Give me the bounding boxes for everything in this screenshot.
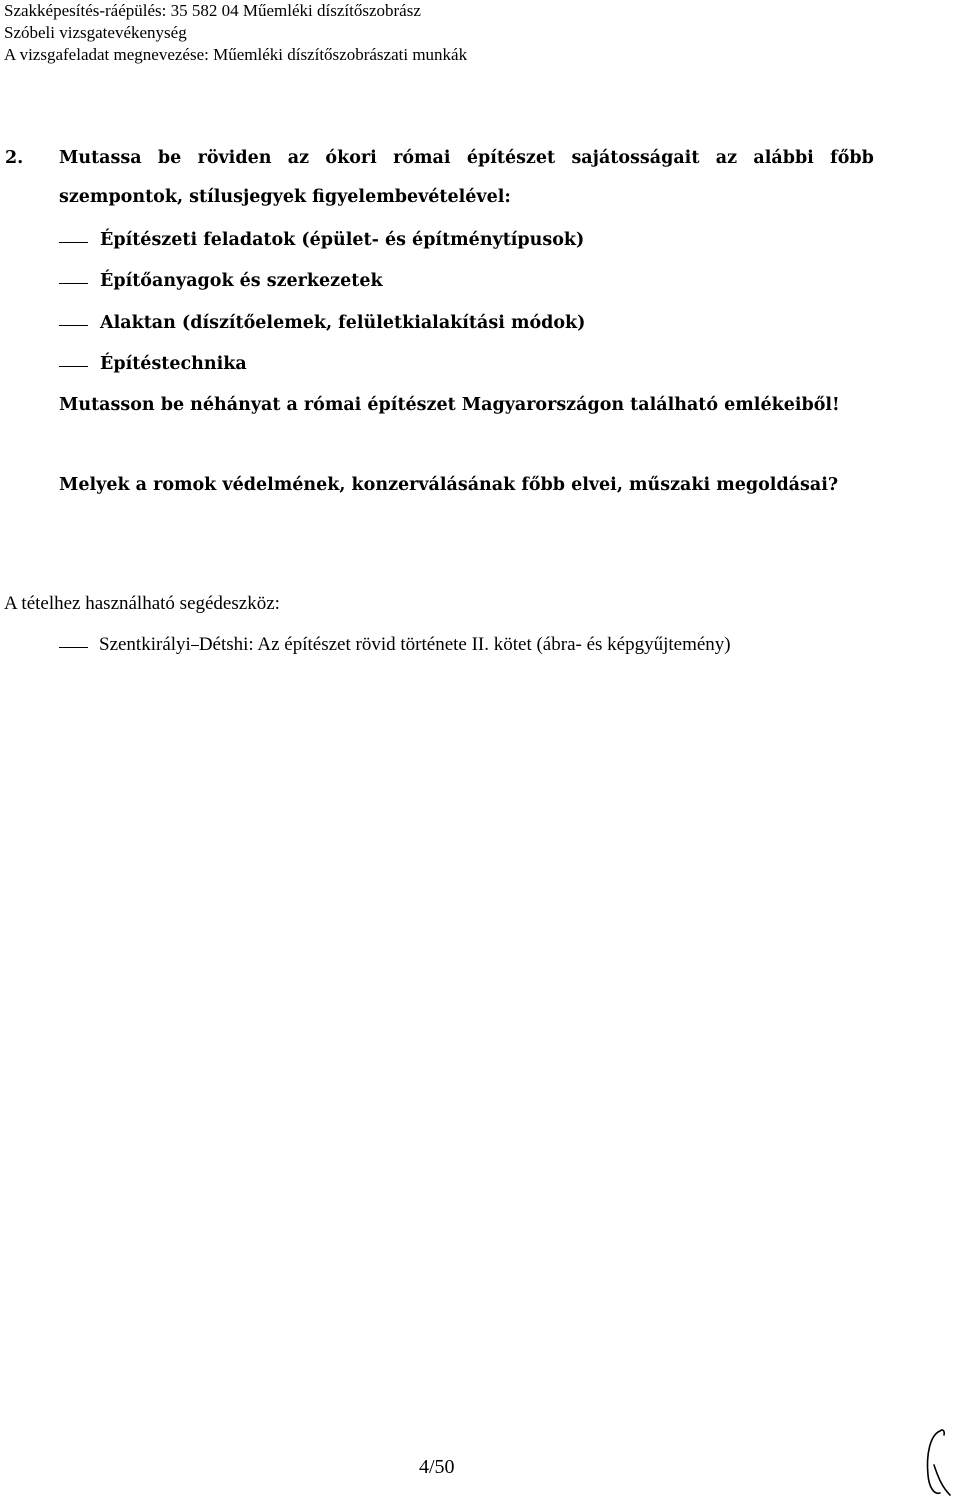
question-number: 2. bbox=[5, 148, 24, 168]
bullet-item bbox=[59, 354, 859, 378]
question-word: római bbox=[393, 148, 451, 168]
tool-item bbox=[99, 634, 731, 656]
second-question: Melyek a romok védelmének, konzerválásának főbb elvei, műszaki megoldásai? bbox=[59, 475, 839, 495]
page-number: 4/50 bbox=[419, 1456, 455, 1478]
dash-marker bbox=[59, 283, 88, 284]
bullet-text: Építőanyagok és szerkezetek bbox=[100, 271, 383, 291]
question-word: építészet bbox=[466, 148, 556, 168]
question-first-line bbox=[59, 148, 874, 168]
tools-heading: A tételhez használható segédeszköz: bbox=[4, 593, 280, 614]
header-qualification: Szakképesítés-ráépülés: 35 582 04 Műemléki díszítőszobrász bbox=[4, 1, 421, 20]
question-word: sajátosságait bbox=[571, 148, 700, 168]
underscore-joint bbox=[191, 645, 199, 646]
dash-marker bbox=[59, 366, 88, 367]
dash-marker bbox=[59, 242, 88, 243]
question-word: be bbox=[157, 148, 182, 168]
header-exam-activity: Szóbeli vizsgatevékenység bbox=[4, 23, 187, 42]
question-word: alábbi bbox=[753, 148, 814, 168]
bullet-text: Építéstechnika bbox=[100, 354, 247, 374]
tool-author: Szentkirályi bbox=[99, 634, 191, 655]
followup-instruction: Mutasson be néhányat a római építészet Magyarországon található emlékeiből! bbox=[59, 395, 840, 415]
question-word: az bbox=[715, 148, 738, 168]
question-word: ókori bbox=[325, 148, 377, 168]
dash-marker bbox=[59, 325, 88, 326]
question-word: röviden bbox=[197, 148, 272, 168]
question-second-line: szempontok, stílusjegyek figyelembevételével: bbox=[59, 187, 511, 207]
header-task-name: A vizsgafeladat megnevezése: Műemléki díszítőszobrászati munkák bbox=[4, 45, 468, 64]
bullet-text: Építészeti feladatok (épület- és építménytípusok) bbox=[100, 230, 585, 250]
tool-title: Détshi: Az építészet rövid története II. kötet (ábra- és képgyűjtemény) bbox=[198, 634, 731, 655]
bullet-item bbox=[59, 271, 859, 295]
document-header bbox=[4, 0, 467, 66]
question-word: az bbox=[287, 148, 310, 168]
question-word: főbb bbox=[830, 148, 874, 168]
question-word: Mutassa bbox=[59, 148, 142, 168]
signature-mark bbox=[918, 1425, 960, 1500]
bullet-item bbox=[59, 313, 859, 337]
bullet-text: Alaktan (díszítőelemek, felületkialakítási módok) bbox=[100, 313, 586, 333]
bullet-item bbox=[59, 230, 859, 254]
dash-marker bbox=[59, 647, 88, 648]
